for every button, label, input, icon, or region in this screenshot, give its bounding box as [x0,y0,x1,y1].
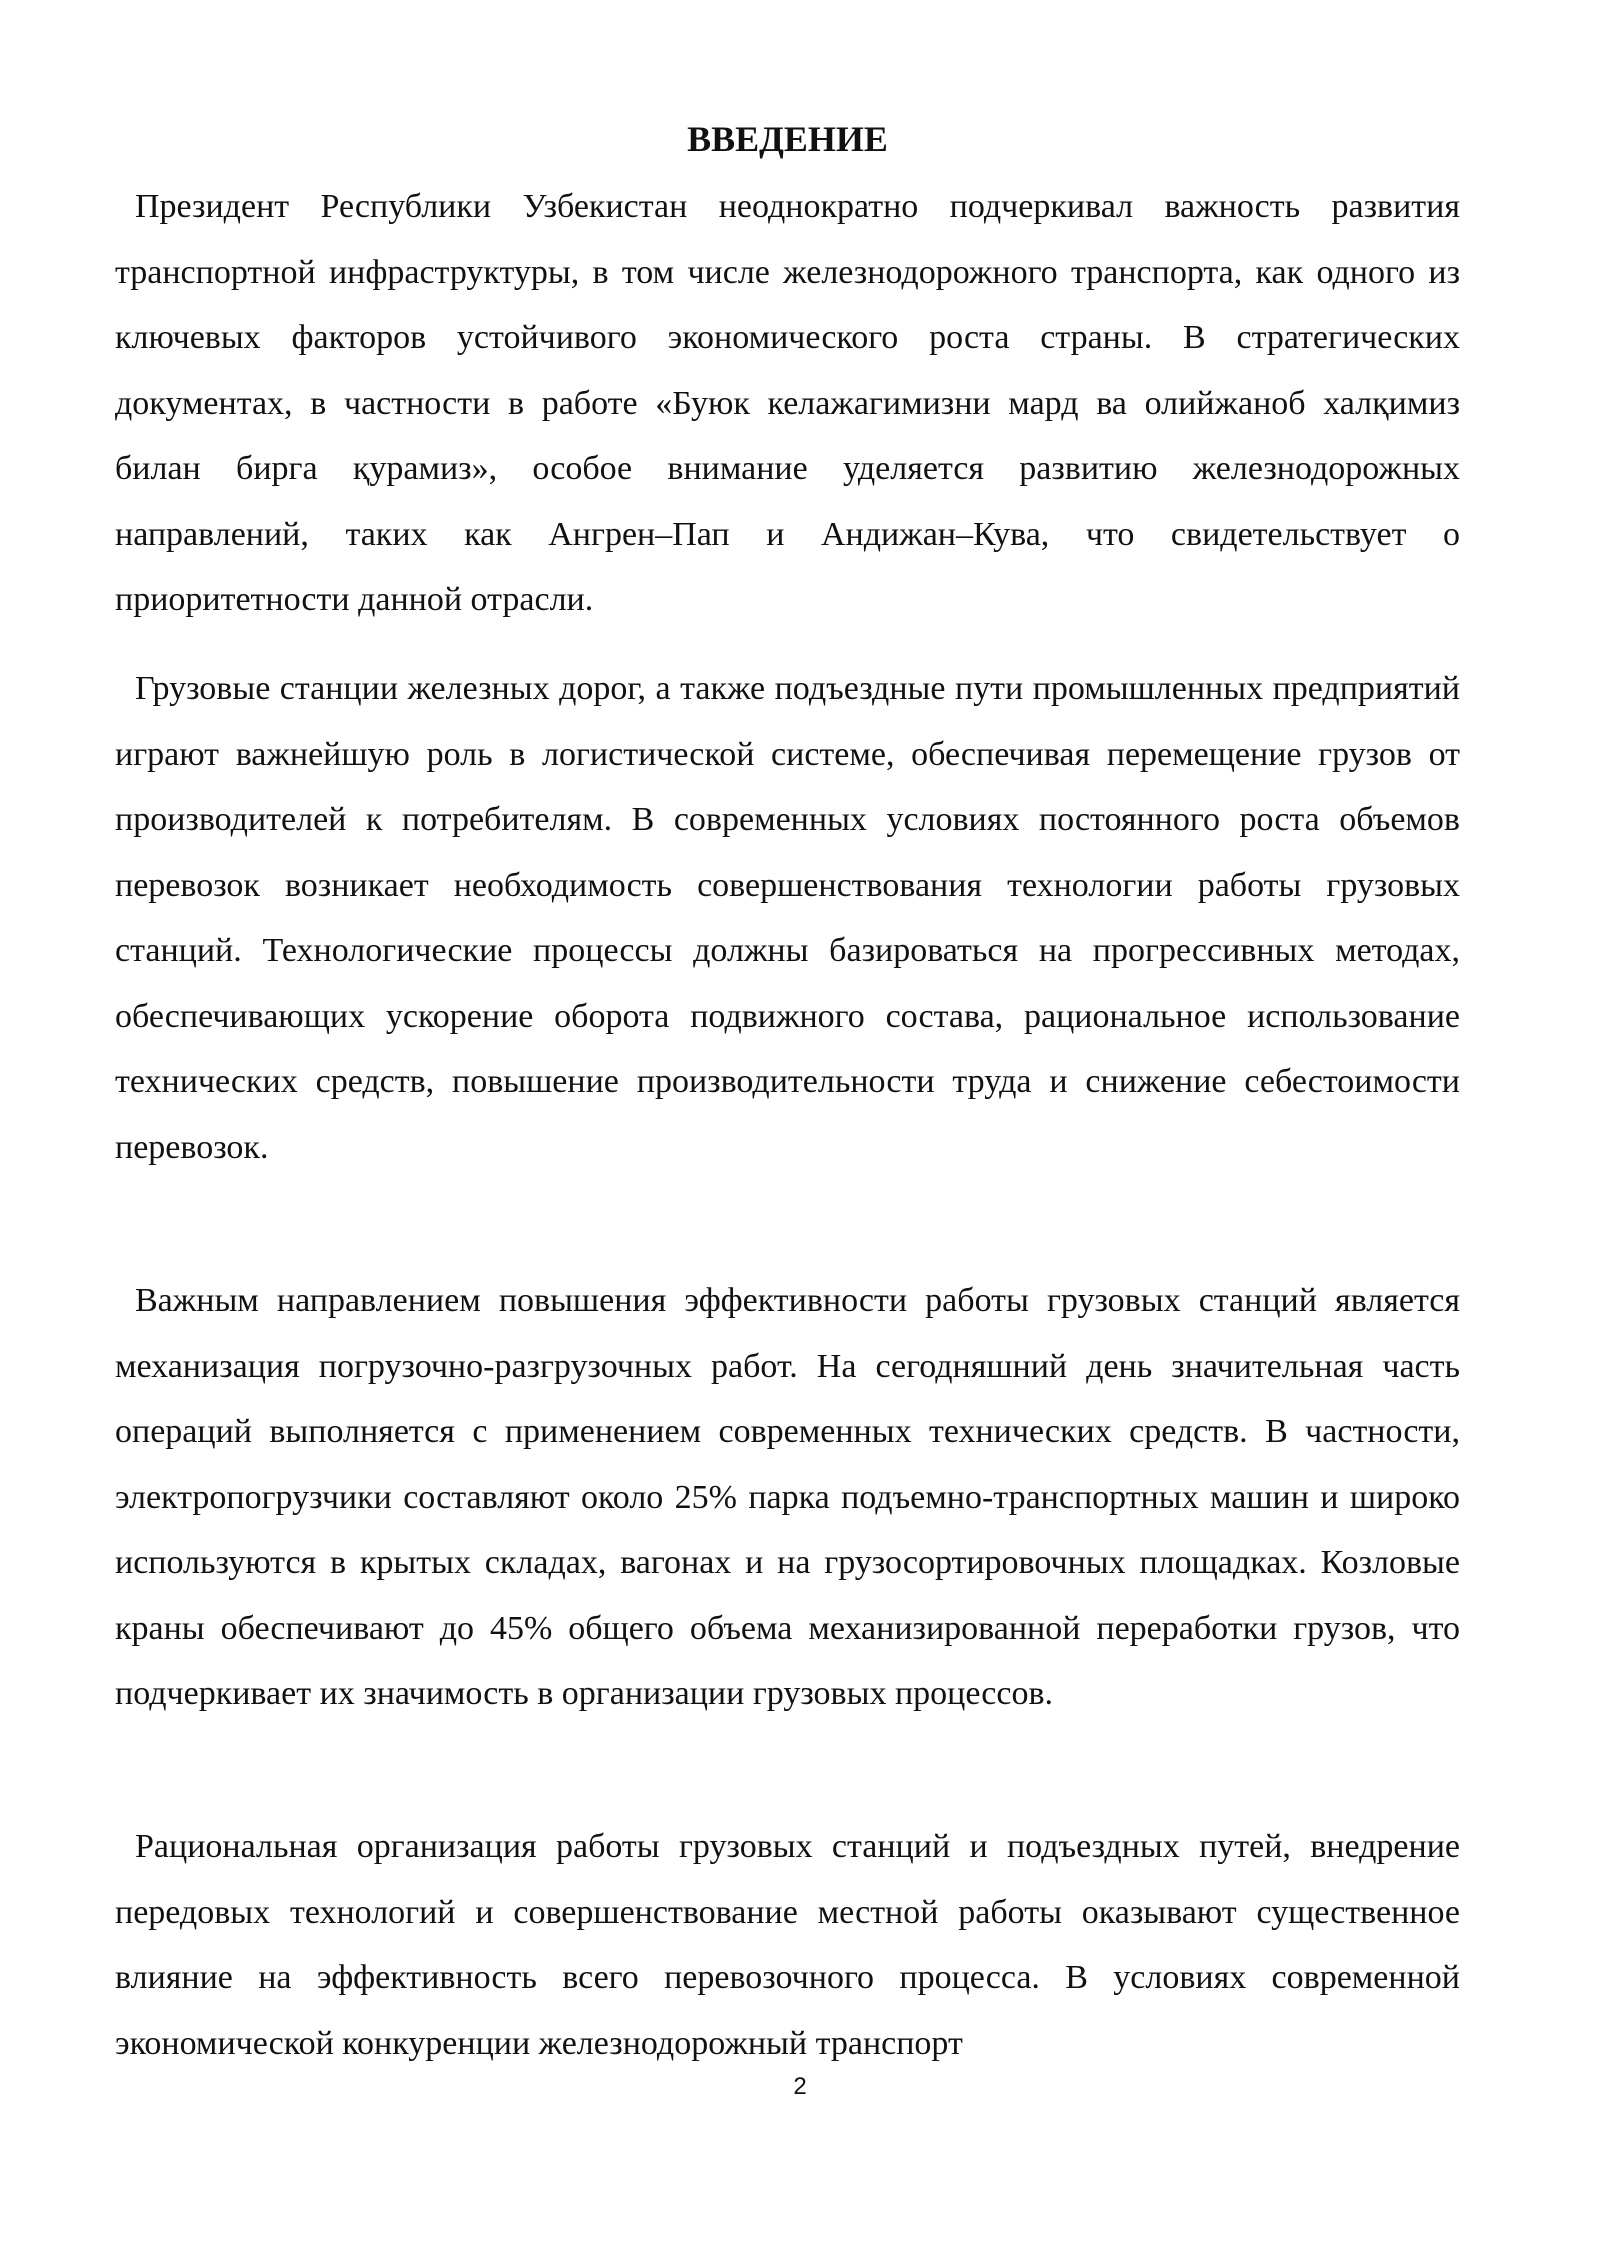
page-number: 2 [793,2073,807,2100]
paragraph-2: Грузовые станции железных дорог, а также подъездные пути промышленных предприятий играют важнейшую роль в логистической системе, обеспечивая перемещение грузов от производителей к потребителям. В современных условиях постоянного роста объемов перевозок возникает необходимость совершенствования технологии работы грузовых станций. Технологические процессы должны базироваться на прогрессивных методах, обеспечивающих ускорение оборота подвижного состава, рациональное использование технических средств, повышение производительности труда и снижение себестоимости перевозок. [115,670,1460,1166]
page-title: ВВЕДЕНИЕ [687,119,888,159]
paragraph-4: Рациональная организация работы грузовых станций и подъездных путей, внедрение передовых технологий и совершенствование местной работы оказывают существенное влияние на эффективность всего перевозочного процесса. В условиях современной экономической конкуренции железнодорожный транспорт [115,1828,1460,2062]
paragraph-3: Важным направлением повышения эффективности работы грузовых станций является механизация погрузочно-разгрузочных работ. На сегодняшний день значительная часть операций выполняется с применением современных технических средств. В частности, электропогрузчики составляют около 25% парка подъемно-транспортных машин и широко используются в крытых складах, вагонах и на грузосортировочных площадках. Козловые краны обеспечивают до 45% общего объема механизированной переработки грузов, что подчеркивает их значимость в организации грузовых процессов. [115,1282,1460,1712]
paragraph-1: Президент Республики Узбекистан неоднократно подчеркивал важность развития транспортной инфраструктуры, в том числе железнодорожного транспорта, как одного из ключевых факторов устойчивого экономического роста страны. В стратегических документах, в частности в работе «Буюк келажагимизни мард ва олийжаноб халқимиз билан бирга қурамиз», особое внимание уделяется развитию железнодорожных направлений, таких как Ангрен–Пап и Андижан–Кува, что свидетельствует о приоритетности данной отрасли. [115,188,1460,618]
